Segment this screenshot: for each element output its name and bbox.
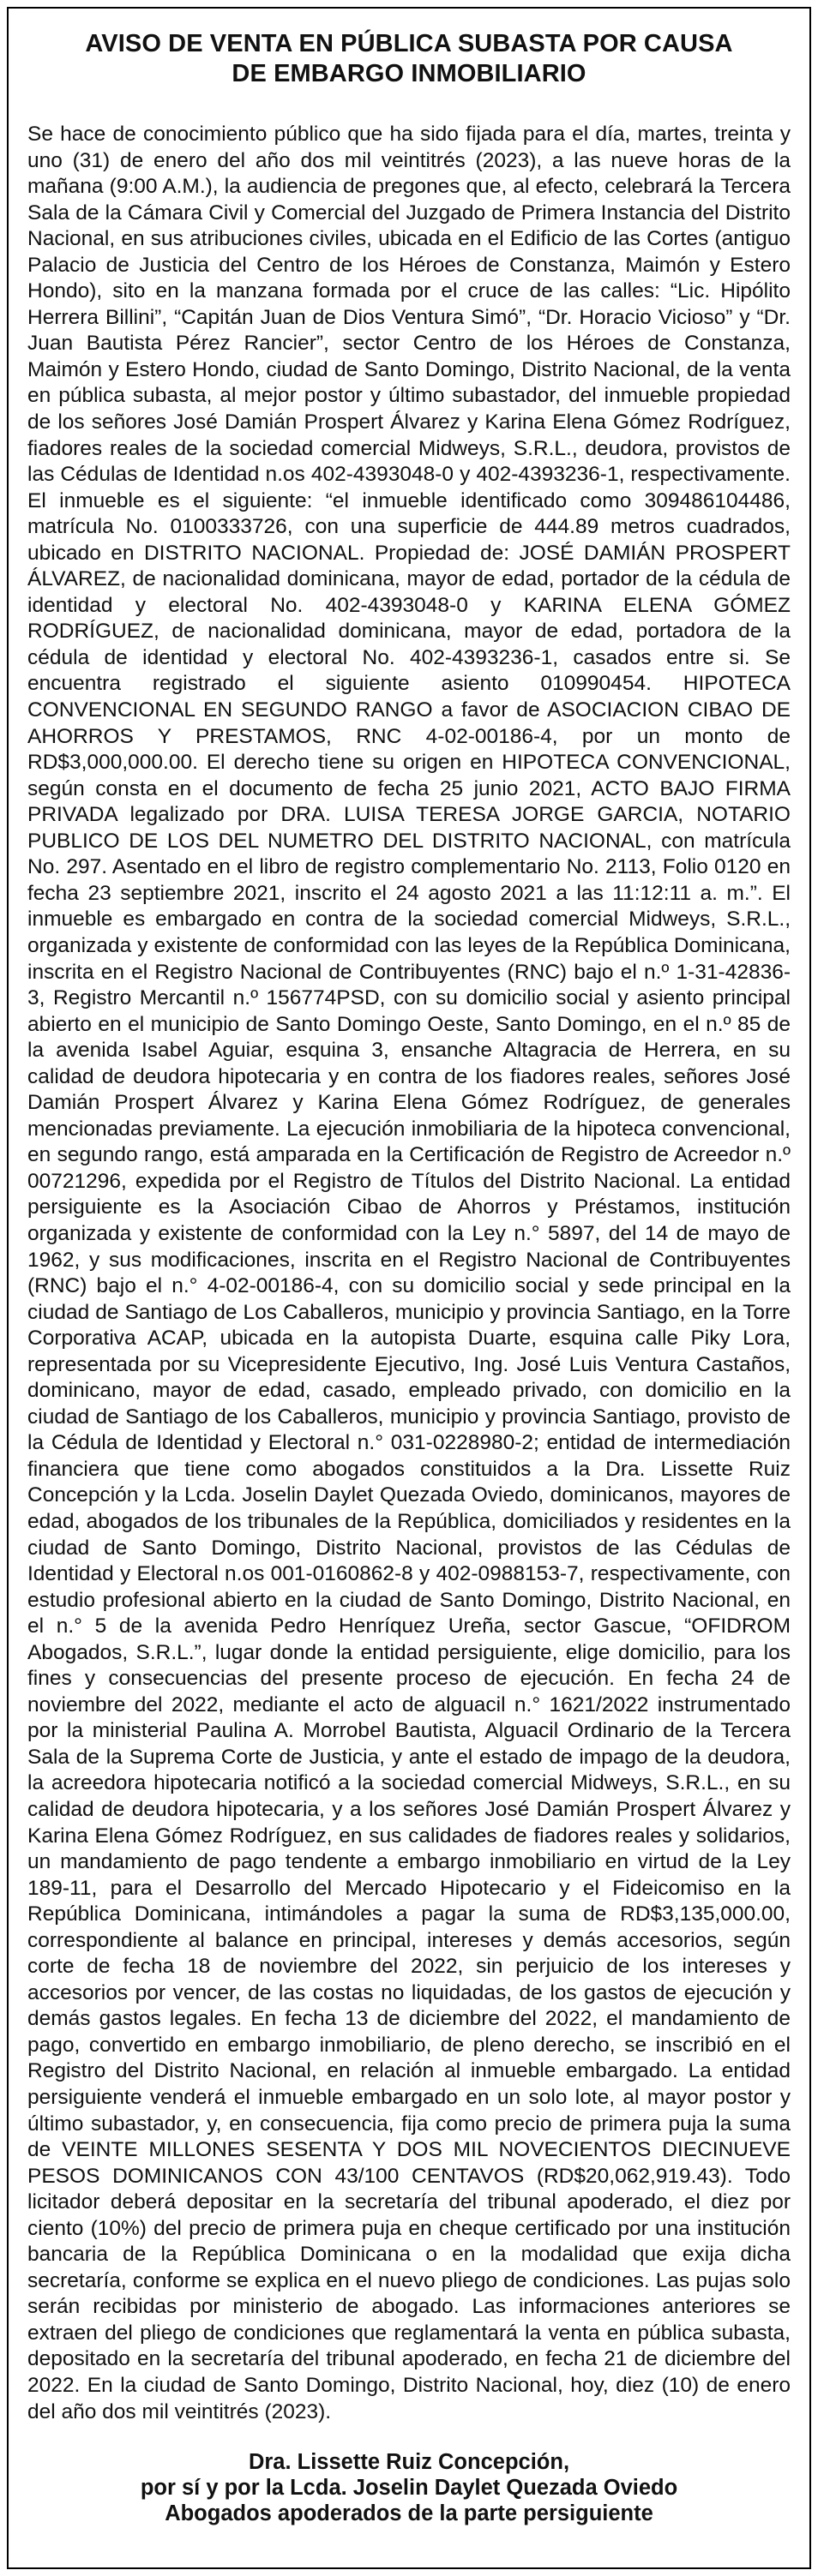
notice-title-line-1: AVISO DE VENTA EN PÚBLICA SUBASTA POR CAUSA (85, 30, 733, 57)
signature-line-2: por sí y por la Lcda. Joselin Daylet Quezada Oviedo (140, 2476, 678, 2501)
signature-line-3: Abogados apoderados de la parte persiguiente (165, 2501, 653, 2526)
notice-title (27, 29, 791, 89)
signature-line-1: Dra. Lissette Ruiz Concepción, (248, 2450, 570, 2475)
signature-block (27, 2449, 791, 2526)
notice-title-line-2: DE EMBARGO INMOBILIARIO (232, 60, 586, 87)
notice-body: Se hace de conocimiento público que ha sido fijada para el día, martes, treinta y uno (31) de enero del año dos mil veintitrés (2023), a las nueve horas de la mañana (9:00 A.M.), la audiencia de pregones que, al efecto, celebrará la Tercera Sala de la Cámara Civil y Comercial del Juzgado de Primera Instancia del Distrito Nacional, en sus atribuciones civiles, ubicada en el Edificio de las Cortes (antiguo Palacio de Justicia del Centro de los Héroes de Constanza, Maimón y Estero Hondo), sito en la manzana formada por el cruce de las calles: “Lic. Hipólito Herrera Billini”, “Capitán Juan de Dios Ventura Simó”, “Dr. Horacio Vicioso” y “Dr. Juan Bautista Pérez Rancier”, sector Centro de los Héroes de Constanza, Maimón y Estero Hondo, ciudad de Santo Domingo, Distrito Nacional, de la venta en pública subasta, al mejor postor y último subastador, del inmueble propiedad de los señores José Damián Prospert Álvarez y Karina Elena Gómez Rodríguez, fiadores reales de la sociedad comercial Midweys, S.R.L., deudora, provistos de las Cédulas de Identidad n.os 402-4393048-0 y 402-4393236-1, respectivamente. El inmueble es el siguiente: “el inmueble identificado como 309486104486, matrícula No. 0100333726, con una superficie de 444.89 metros cuadrados, ubicado en DISTRITO NACIONAL. Propiedad de: JOSÉ DAMIÁN PROSPERT ÁLVAREZ, de nacionalidad dominicana, mayor de edad, portador de la cédula de identidad y electoral No. 402-4393048-0 y KARINA ELENA GÓMEZ RODRÍGUEZ, de nacionalidad dominicana, mayor de edad, portadora de la cédula de identidad y electoral No. 402-4393236-1, casados entre si. Se encuentra registrado el siguiente asiento 010990454. HIPOTECA CONVENCIONAL EN SEGUNDO RANGO a favor de ASOCIACION CIBAO DE AHORROS Y PRESTAMOS, RNC 4-02-00186-4, por un monto de RD$3,000,000.00. El derecho tiene su origen en HIPOTECA CONVENCIONAL, según consta en el documento de fecha 25 junio 2021, ACTO BAJO FIRMA PRIVADA legalizado por DRA. LUISA TERESA JORGE GARCIA, NOTARIO PUBLICO DE LOS DEL NUMETRO DEL DISTRITO NACIONAL, con matrícula No. 297. Asentado en el libro de registro complementario No. 2113, Folio 0120 en fecha 23 septiembre 2021, inscrito el 24 agosto 2021 a las 11:12:11 a. m.”. El inmueble es embargado en contra de la sociedad comercial Midweys, S.R.L., organizada y existente de conformidad con las leyes de la República Dominicana, inscrita en el Registro Nacional de Contribuyentes (RNC) bajo el n.º 1-31-42836-3, Registro Mercantil n.º 156774PSD, con su domicilio social y asiento principal abierto en el municipio de Santo Domingo Oeste, Santo Domingo, en el n.º 85 de la avenida Isabel Aguiar, esquina 3, ensanche Altagracia de Herrera, en su calidad de deudora hipotecaria y en contra de los fiadores reales, señores José Damián Prospert Álvarez y Karina Elena Gómez Rodríguez, de generales mencionadas previamente. La ejecución inmobiliaria de la hipoteca convencional, en segundo rango, está amparada en la Certificación de Registro de Acreedor n.º 00721296, expedida por el Registro de Títulos del Distrito Nacional. La entidad persiguiente es la Asociación Cibao de Ahorros y Préstamos, institución organizada y existente de conformidad con la Ley n.° 5897, del 14 de mayo de 1962, y sus modificaciones, inscrita en el Registro Nacional de Contribuyentes (RNC) bajo el n.° 4-02-00186-4, con su domicilio social y sede principal en la ciudad de Santiago de Los Caballeros, municipio y provincia Santiago, en la Torre Corporativa ACAP, ubicada en la autopista Duarte, esquina calle Piky Lora, representada por su Vicepresidente Ejecutivo, Ing. José Luis Ventura Castaños, dominicano, mayor de edad, casado, empleado privado, con domicilio en la ciudad de Santiago de los Caballeros, municipio y provincia Santiago, provisto de la Cédula de Identidad y Electoral n.° 031-0228980-2; entidad de intermediación financiera que tiene como abogados constituidos a la Dra. Lissette Ruiz Concepción y la Lcda. Joselin Daylet Quezada Oviedo, dominicanos, mayores de edad, abogados de los tribunales de la República, domiciliados y residentes en la ciudad de Santo Domingo, Distrito Nacional, provistos de las Cédulas de Identidad y Electoral n.os 001-0160862-8 y 402-0988153-7, respectivamente, con estudio profesional abierto en la ciudad de Santo Domingo, Distrito Nacional, en el n.° 5 de la avenida Pedro Henríquez Ureña, sector Gascue, “OFIDROM Abogados, S.R.L.”, lugar donde la entidad persiguiente, elige domicilio, para los fines y consecuencias del presente proceso de ejecución. En fecha 24 de noviembre del 2022, mediante el acto de alguacil n.° 1621/2022 instrumentado por la ministerial Paulina A. Morrobel Bautista, Alguacil Ordinario de la Tercera Sala de la Suprema Corte de Justicia, y ante el estado de impago de la deudora, la acreedora hipotecaria notificó a la sociedad comercial Midweys, S.R.L., en su calidad de deudora hipotecaria, y a los señores José Damián Prospert Álvarez y Karina Elena Gómez Rodríguez, en sus calidades de fiadores reales y solidarios, un mandamiento de pago tendente a embargo inmobiliario en virtud de la Ley 189-11, para el Desarrollo del Mercado Hipotecario y el Fideicomiso en la República Dominicana, intimándoles a pagar la suma de RD$3,135,000.00, correspondiente al balance en principal, intereses y demás accesorios, según corte de fecha 18 de noviembre del 2022, sin perjuicio de los intereses y accesorios por vencer, de las costas no liquidadas, de los gastos de ejecución y demás gastos legales. En fecha 13 de diciembre del 2022, el mandamiento de pago, convertido en embargo inmobiliario, de pleno derecho, se inscribió en el Registro del Distrito Nacional, en relación al inmueble embargado. La entidad persiguiente venderá el inmueble embargado en un solo lote, al mayor postor y último subastador, y, en consecuencia, fija como precio de primera puja la suma de VEINTE MILLONES SESENTA Y DOS MIL NOVECIENTOS DIECINUEVE PESOS DOMINICANOS CON 43/100 CENTAVOS (RD$20,062,919.43). Todo licitador deberá depositar en la secretaría del tribunal apoderado, el diez por ciento (10%) del precio de primera puja en cheque certificado por una institución bancaria de la República Dominicana o en la modalidad que exija dicha secretaría, conforme se explica en el nuevo pliego de condiciones. Las pujas solo serán recibidas por ministerio de abogado. Las informaciones anteriores se extraen del pliego de condiciones que reglamentará la venta en pública subasta, depositado en la secretaría del tribunal apoderado, en fecha 21 de diciembre del 2022. En la ciudad de Santo Domingo, Distrito Nacional, hoy, diez (10) de enero del año dos mil veintitrés (2023). (27, 123, 791, 2423)
legal-notice-box (7, 7, 811, 2569)
